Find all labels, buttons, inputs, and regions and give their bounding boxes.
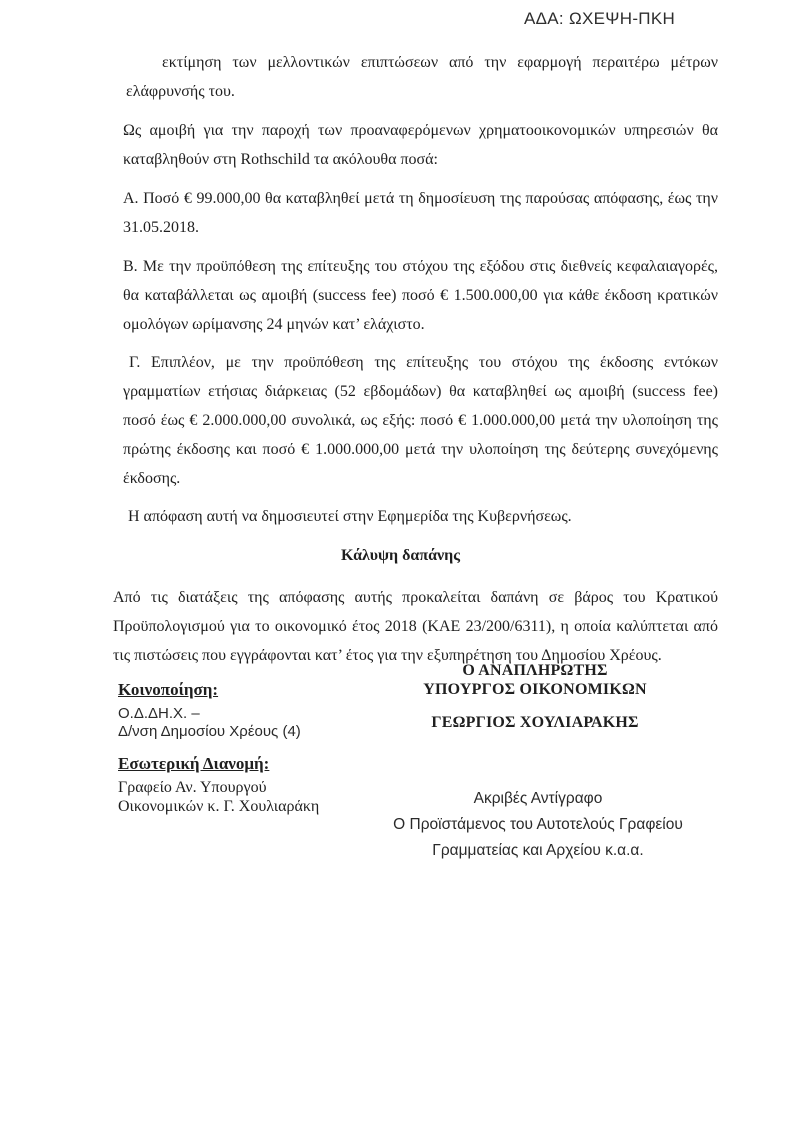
certified-copy-block <box>388 786 688 864</box>
certified-copy-line: Ο Προϊστάμενος του Αυτοτελούς Γραφείου <box>393 816 683 833</box>
notification-line: Ο.Δ.ΔΗ.Χ. – <box>118 705 200 722</box>
minister-signature-block <box>390 661 680 732</box>
paragraph-item-c: Γ. Επιπλέον, με την προϋπόθεση της επίτευξης του στόχου της έκδοσης εντόκων γραμματίων ετήσιας διάρκειας (52 εβδομάδων) θα καταβληθεί ως αμοιβή (success fee) ποσό έως € 2.000.000,00 συνολικά, ως εξής: ποσό € 1.000.000,00 μετά την υλοποίηση της πρώτης έκδοσης και ποσό € 1.000.000,00 μετά την υλοποίηση της δεύτερης συνεχόμενης έκδοσης. <box>123 354 718 487</box>
minister-title-line1: Ο ΑΝΑΠΛΗΡΩΤΗΣ <box>462 662 608 679</box>
notification-block <box>118 680 301 741</box>
paragraph-item-b: Β. Με την προϋπόθεση της επίτευξης του στόχου της εξόδου στις διεθνείς κεφαλαιαγορές, θα καταβάλλεται ως αμοιβή (success fee) ποσό € 1.500.000,00 για κάθε έκδοση κρατικών ομολόγων ωρίμανσης 24 μηνών κατ’ ελάχιστο. <box>123 258 718 333</box>
notification-heading: Κοινοποίηση: <box>118 680 219 699</box>
minister-name: ΓΕΩΡΓΙΟΣ ΧΟΥΛΙΑΡΑΚΗΣ <box>431 714 639 731</box>
paragraph-fees-intro: Ως αμοιβή για την παροχή των προαναφερόμενων χρηματοοικονομικών υπηρεσιών θα καταβληθούν στη Rothschild τα ακόλουθα ποσά: <box>123 122 718 168</box>
certified-copy-line: Ακριβές Αντίγραφο <box>473 790 603 807</box>
ada-reference: ΑΔΑ: ΩΧΕΨΗ-ΠΚΗ <box>524 9 676 28</box>
notification-line: Δ/νση Δημοσίου Χρέους (4) <box>118 723 301 740</box>
paragraph-publication: Η απόφαση αυτή να δημοσιευτεί στην Εφημερίδα της Κυβερνήσεως. <box>128 508 572 525</box>
document-body <box>113 48 718 670</box>
paragraph-item-a: Α. Ποσό € 99.000,00 θα καταβληθεί μετά τη δημοσίευση της παρούσας απόφασης, έως την 31.05.2018. <box>123 190 718 236</box>
minister-title-line2: ΥΠΟΥΡΓΟΣ ΟΙΚΟΝΟΜΙΚΩΝ <box>423 681 647 698</box>
paragraph-expense: Από τις διατάξεις της απόφασης αυτής προκαλείται δαπάνη σε βάρος του Κρατικού Προϋπολογισμού για το οικονομικό έτος 2018 (ΚΑΕ 23/200/6311), η οποία καλύπτεται από τις πιστώσεις που εγγράφονται κατ’ έτος για την εξυπηρέτηση του Δημοσίου Χρέους. <box>113 589 718 664</box>
expense-coverage-heading: Κάλυψη δαπάνης <box>340 547 460 564</box>
internal-distribution-line: Οικονομικών κ. Γ. Χουλιαράκη <box>118 797 320 815</box>
paragraph-continuation: εκτίμηση των μελλοντικών επιπτώσεων από την εφαρμογή περαιτέρω μέτρων ελάφρυνσής του. <box>126 54 718 100</box>
internal-distribution-heading: Εσωτερική Διανομή: <box>118 754 270 773</box>
internal-distribution-line: Γραφείο Αν. Υπουργού <box>118 779 267 796</box>
certified-copy-line: Γραμματείας και Αρχείου κ.α.α. <box>432 842 644 859</box>
internal-distribution-block <box>118 754 319 816</box>
